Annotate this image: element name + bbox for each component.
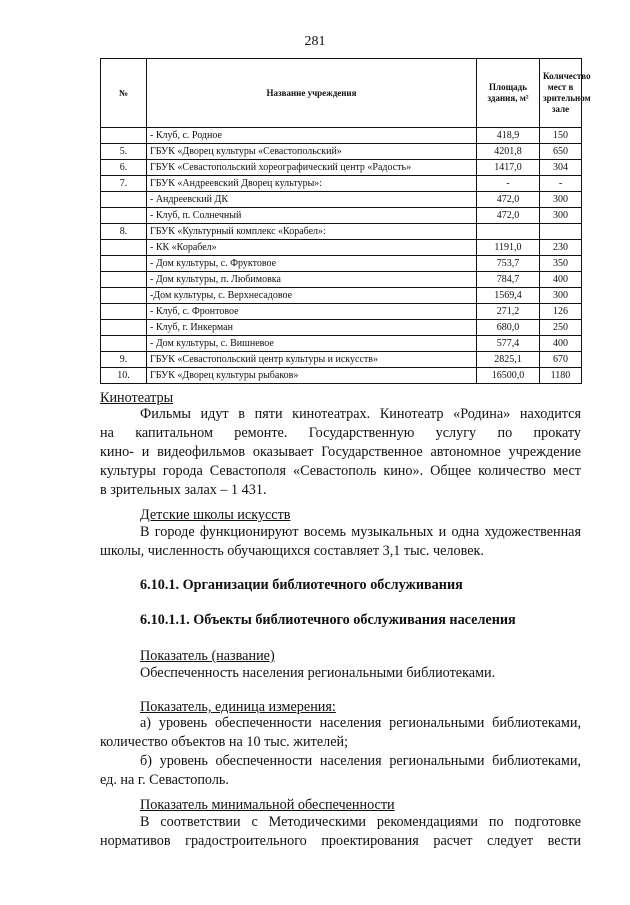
table-row: [101, 176, 582, 192]
table-row: [101, 192, 582, 208]
cell-seats: 300: [540, 192, 582, 208]
paragraph-line: школы, численность обучающихся составляет 3,1 тыс. человек.: [100, 543, 484, 559]
indicator-unit-paragraph: [100, 714, 581, 790]
art-schools-heading: Детские школы искусств: [140, 507, 291, 523]
cell-area: 784,7: [477, 272, 540, 288]
cell-name: - Дом культуры, с. Фруктовое: [147, 256, 477, 272]
cell-area: 16500,0: [477, 368, 540, 384]
cell-num: [101, 304, 147, 320]
table-row: [101, 352, 582, 368]
header-area: Площадь здания, м²: [477, 59, 540, 128]
cell-seats: 350: [540, 256, 582, 272]
cell-seats: [540, 224, 582, 240]
table-row: [101, 272, 582, 288]
table-row: [101, 320, 582, 336]
cell-seats: 304: [540, 160, 582, 176]
cell-name: ГБУК «Дворец культуры рыбаков»: [147, 368, 477, 384]
paragraph-line: в зрительных залах – 1 431.: [100, 482, 267, 498]
paragraph-line: кино- и видеофильмов оказывает Государственное автономное учреждение: [100, 444, 581, 460]
cell-seats: 150: [540, 128, 582, 144]
table-row: [101, 128, 582, 144]
cell-num: [101, 208, 147, 224]
cell-seats: 1180: [540, 368, 582, 384]
cell-area: 1191,0: [477, 240, 540, 256]
cell-name: - Клуб, с. Фронтовое: [147, 304, 477, 320]
cell-num: [101, 288, 147, 304]
table-row: [101, 336, 582, 352]
cinemas-paragraph: [100, 405, 581, 500]
cell-name: ГБУК «Культурный комплекс «Корабел»:: [147, 224, 477, 240]
paragraph-line: б) уровень обеспеченности населения региональными библиотеками,: [140, 753, 581, 769]
indicator-unit-heading: Показатель, единица измерения:: [140, 699, 336, 715]
cell-name: - Клуб, п. Солнечный: [147, 208, 477, 224]
cell-seats: 300: [540, 288, 582, 304]
paragraph-line: ед. на г. Севастополь.: [100, 772, 229, 788]
cell-area: 1417,0: [477, 160, 540, 176]
cell-area: 577,4: [477, 336, 540, 352]
cell-name: - Клуб, г. Инкерман: [147, 320, 477, 336]
cell-num: 7.: [101, 176, 147, 192]
table-row: [101, 208, 582, 224]
cell-num: [101, 128, 147, 144]
cell-num: 9.: [101, 352, 147, 368]
table-body: [101, 128, 582, 384]
header-num: №: [101, 59, 147, 128]
table-row: [101, 160, 582, 176]
cell-name: ГБУК «Севастопольский центр культуры и искусств»: [147, 352, 477, 368]
art-schools-paragraph: [100, 523, 581, 561]
cell-seats: 650: [540, 144, 582, 160]
cell-name: ГБУК «Дворец культуры «Севастопольский»: [147, 144, 477, 160]
paragraph-line: на капитальном ремонте. Государственную услугу по прокату: [100, 425, 581, 441]
cell-seats: 400: [540, 272, 582, 288]
table-row: [101, 224, 582, 240]
cell-num: [101, 320, 147, 336]
table-row: [101, 144, 582, 160]
cell-name: - Дом культуры, с. Вишневое: [147, 336, 477, 352]
cell-num: [101, 272, 147, 288]
table-header-row: [101, 59, 582, 128]
paragraph-line: нормативов градостроительного проектирования расчет следует вести: [100, 833, 581, 849]
cell-seats: -: [540, 176, 582, 192]
paragraph-line: а) уровень обеспеченности населения региональными библиотеками,: [140, 715, 581, 731]
cell-area: 418,9: [477, 128, 540, 144]
indicator-min-paragraph: [100, 813, 581, 851]
cell-num: [101, 192, 147, 208]
cell-seats: 400: [540, 336, 582, 352]
cell-area: 2825,1: [477, 352, 540, 368]
indicator-min-heading: Показатель минимальной обеспеченности: [140, 797, 395, 813]
cell-name: - Андреевский ДК: [147, 192, 477, 208]
header-seats: Количество мест в зрительном зале: [540, 59, 582, 128]
cell-area: 753,7: [477, 256, 540, 272]
cell-area: -: [477, 176, 540, 192]
cell-name: - Клуб, с. Родное: [147, 128, 477, 144]
cell-name: - КК «Корабел»: [147, 240, 477, 256]
cell-seats: 250: [540, 320, 582, 336]
cell-num: 6.: [101, 160, 147, 176]
cell-name: -Дом культуры, с. Верхнесадовое: [147, 288, 477, 304]
page-number: 281: [304, 34, 326, 49]
header-name: Название учреждения: [147, 59, 477, 128]
cell-area: 4201,8: [477, 144, 540, 160]
cell-name: - Дом культуры, п. Любимовка: [147, 272, 477, 288]
section-heading-6-10-1-1: 6.10.1.1. Объекты библиотечного обслуживания населения: [140, 612, 516, 628]
indicator-name-text: Обеспеченность населения региональными библиотеками.: [140, 665, 496, 681]
cell-area: 271,2: [477, 304, 540, 320]
cell-area: 472,0: [477, 192, 540, 208]
facilities-table: [100, 58, 591, 384]
cell-name: ГБУК «Андреевский Дворец культуры»:: [147, 176, 477, 192]
paragraph-line: В городе функционируют восемь музыкальных и одна художественная: [140, 524, 581, 540]
cell-seats: 230: [540, 240, 582, 256]
table-row: [101, 256, 582, 272]
table-row: [101, 304, 582, 320]
cell-num: 5.: [101, 144, 147, 160]
cell-area: 1569,4: [477, 288, 540, 304]
paragraph-line: культуры города Севастополя «Севастополь кино». Общее количество мест: [100, 463, 581, 479]
cinemas-heading: Кинотеатры: [100, 390, 174, 406]
cell-area: 680,0: [477, 320, 540, 336]
section-heading-6-10-1: 6.10.1. Организации библиотечного обслуживания: [140, 577, 463, 593]
cell-name: ГБУК «Севастопольский хореографический центр «Радость»: [147, 160, 477, 176]
indicator-name-heading: Показатель (название): [140, 648, 275, 664]
cell-num: 8.: [101, 224, 147, 240]
cell-area: [477, 224, 540, 240]
cell-seats: 670: [540, 352, 582, 368]
cell-num: 10.: [101, 368, 147, 384]
paragraph-line: Фильмы идут в пяти кинотеатрах. Кинотеатр «Родина» находится: [140, 406, 581, 422]
cell-seats: 126: [540, 304, 582, 320]
paragraph-line: количество объектов на 10 тыс. жителей;: [100, 734, 349, 750]
paragraph-line: В соответствии с Методическими рекомендациями по подготовке: [140, 814, 581, 830]
cell-num: [101, 256, 147, 272]
cell-area: 472,0: [477, 208, 540, 224]
table-row: [101, 368, 582, 384]
cell-num: [101, 240, 147, 256]
table-row: [101, 288, 582, 304]
cell-num: [101, 336, 147, 352]
table-row: [101, 240, 582, 256]
cell-seats: 300: [540, 208, 582, 224]
